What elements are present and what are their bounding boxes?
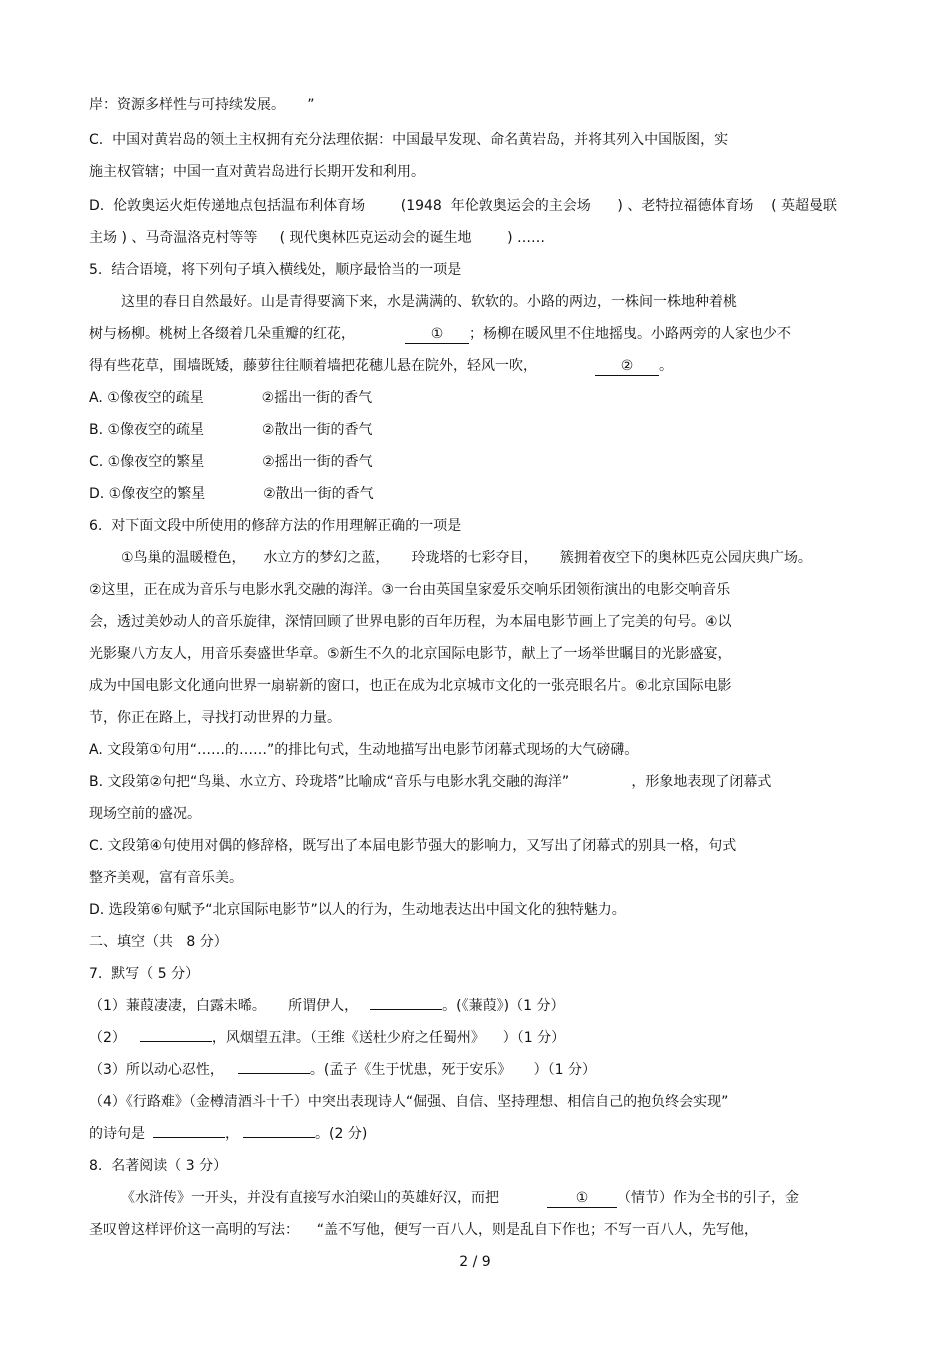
item-text: ， <box>225 1126 239 1142</box>
item-text: 。(孟子《生于忧患，死于安乐》 ）（1 分） <box>309 1062 596 1078</box>
answer-blank-2: ② <box>595 357 659 376</box>
passage-line <box>89 356 673 376</box>
passage-line: 圣叹曾这样评价这一高明的写法： “盖不写他，便写一百八人，则是乱自下作也；不写一百八人，先写他， <box>89 1222 759 1238</box>
recitation-item-2 <box>89 1028 565 1048</box>
passage-line <box>121 1188 799 1208</box>
question-6-title: 6. 对下面文段中所使用的修辞方法的作用理解正确的一项是 <box>89 518 462 534</box>
passage-line <box>89 324 791 344</box>
passage-line: ①鸟巢的温暖橙色， 水立方的梦幻之蓝， 玲珑塔的七彩夺目， 簇拥着夜空下的奥林匹克公园庆典广场。 <box>121 550 812 566</box>
recitation-item-1 <box>89 996 564 1016</box>
answer-blank-1: ① <box>405 325 469 344</box>
passage-line: 这里的春日自然最好。山是青得要滴下来，水是满满的、软软的。小路的两边，一株间一株地种着桃 <box>121 294 737 310</box>
answer-blank <box>370 1009 442 1010</box>
question-5-title: 5. 结合语境，将下列句子填入横线处，顺序最恰当的一项是 <box>89 262 462 278</box>
item-text: 的诗句是 <box>89 1126 145 1142</box>
passage-line: 节，你正在路上，寻找打动世界的力量。 <box>89 710 341 726</box>
page-number: 2 / 9 <box>459 1254 491 1270</box>
passage-line: 光影聚八方友人，用音乐奏盛世华章。⑤新生不久的北京国际电影节，献上了一场举世瞩目的光影盛宴， <box>89 646 732 662</box>
item-text: 。(《蒹葭》)（1 分） <box>442 998 565 1014</box>
question-4-option-d: D. 伦敦奥运火炬传递地点包括温布利体育场 (1948 年伦敦奥运会的主会场 ) 、老特拉福德体育场 ( 英超曼联 <box>89 198 838 214</box>
section-heading: 二、填空（共 8 分） <box>89 934 228 950</box>
answer-blank <box>243 1137 315 1138</box>
passage-text: 《水浒传》一开头，并没有直接写水泊梁山的英雄好汉，而把 <box>121 1190 499 1206</box>
item-text: （2） <box>89 1030 126 1046</box>
item-text: （3）所以动心忍性， <box>89 1062 224 1078</box>
text-line: 主场 ) 、马奇温洛克村等等 ( 现代奥林匹克运动会的诞生地 ) …… <box>89 230 546 246</box>
question-6-option-c: C. 文段第④句使用对偶的修辞格，既写出了本届电影节强大的影响力，又写出了闭幕式的别具一格，句式 <box>89 838 737 854</box>
item-text: 。(2 分) <box>315 1126 368 1142</box>
text-line: 整齐美观，富有音乐美。 <box>89 870 243 886</box>
text-line: 岸：资源多样性与可持续发展。 ” <box>89 97 315 113</box>
question-5-option-b: B. ①像夜空的疏星 ②散出一街的香气 <box>89 422 373 438</box>
passage-line: 会，透过美妙动人的音乐旋律，深情回顾了世界电影的百年历程，为本届电影节画上了完美的句号。④以 <box>89 614 732 630</box>
question-5-option-a: A. ①像夜空的疏星 ②摇出一街的香气 <box>89 390 373 406</box>
answer-blank <box>140 1041 212 1042</box>
text-line: 施主权管辖；中国一直对黄岩岛进行长期开发和利用。 <box>89 164 425 180</box>
text-line: 现场空前的盛况。 <box>89 806 201 822</box>
text-line <box>89 1124 367 1144</box>
passage-line: 成为中国电影文化通向世界一扇崭新的窗口，也正在成为北京城市文化的一张亮眼名片。⑥北京国际电影 <box>89 678 732 694</box>
question-7-title: 7. 默写（ 5 分） <box>89 966 200 982</box>
question-4-option-c: C. 中国对黄岩岛的领土主权拥有充分法理依据：中国最早发现、命名黄岩岛，并将其列入中国版图，实 <box>89 132 729 148</box>
answer-blank <box>153 1137 225 1138</box>
recitation-item-4: （4）《行路难》（金樽清酒斗十千）中突出表现诗人“倔强、自信、坚持理想、相信自己的抱负终会实现” <box>89 1094 729 1110</box>
passage-text: （情节）作为全书的引子，金 <box>617 1190 799 1206</box>
passage-text: ；杨柳在暖风里不住地摇曳。小路两旁的人家也少不 <box>469 326 791 342</box>
item-text: ，风烟望五津。（王维《送杜少府之任蜀州》 ）（1 分） <box>211 1030 566 1046</box>
question-5-option-c: C. ①像夜空的繁星 ②摇出一街的香气 <box>89 454 373 470</box>
passage-text: 。 <box>659 358 673 374</box>
question-5-option-d: D. ①像夜空的繁星 ②散出一街的香气 <box>89 486 374 502</box>
question-6-option-a: A. 文段第①句用“……的……”的排比句式，生动地描写出电影节闭幕式现场的大气磅礴。 <box>89 742 639 758</box>
passage-text: 树与杨柳。桃树上各缀着几朵重瓣的红花， <box>89 326 355 342</box>
answer-blank <box>238 1073 310 1074</box>
item-text: （1）蒹葭凄凄，白露未晞。 所谓伊人， <box>89 998 359 1014</box>
passage-text: 得有些花草，围墙既矮，藤萝往往顺着墙把花穗儿悬在院外，轻风一吹， <box>89 358 537 374</box>
question-6-option-b: B. 文段第②句把“鸟巢、水立方、玲珑塔”比喻成“音乐与电影水乳交融的海洋” ，形象地表现了闭幕式 <box>89 774 772 790</box>
question-6-option-d: D. 选段第⑥句赋予“北京国际电影节”以人的行为，生动地表达出中国文化的独特魅力。 <box>89 902 626 918</box>
answer-blank-1: ① <box>547 1189 617 1208</box>
recitation-item-3 <box>89 1060 596 1080</box>
question-8-title: 8. 名著阅读（ 3 分） <box>89 1158 228 1174</box>
passage-line: ②这里，正在成为音乐与电影水乳交融的海洋。③一台由英国皇家爱乐交响乐团领衔演出的电影交响音乐 <box>89 582 731 598</box>
